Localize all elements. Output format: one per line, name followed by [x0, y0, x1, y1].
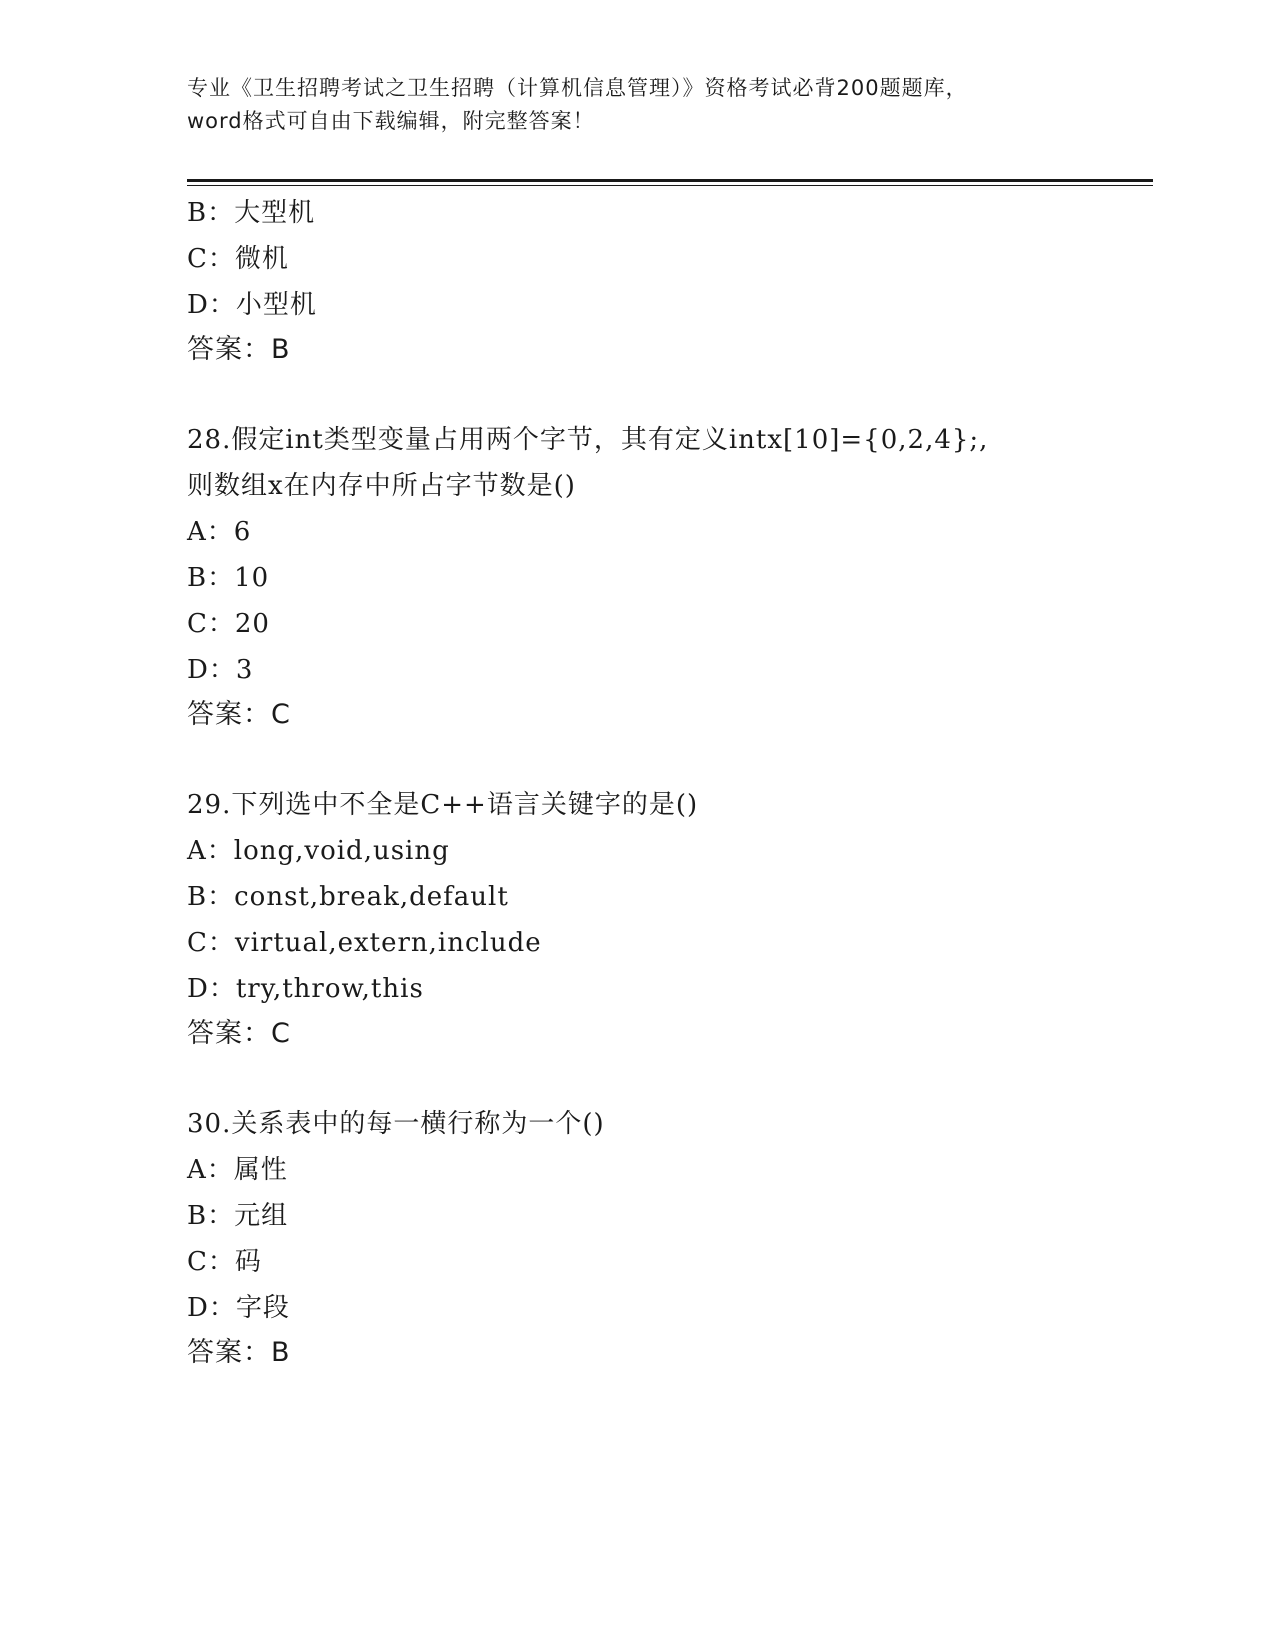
answer-line: 答案：B: [187, 334, 291, 365]
question-28: [187, 417, 1147, 737]
header-line-2: word格式可自由下载编辑，附完整答案！: [187, 109, 595, 133]
option-a: A：long,void,using: [187, 836, 450, 866]
option-a: A：属性: [187, 1155, 288, 1185]
option-d: D：try,throw,this: [187, 974, 424, 1004]
question-30: [187, 1101, 1147, 1375]
option-a: A：6: [187, 517, 252, 547]
option-b: B：10: [187, 563, 270, 593]
option-b: B：大型机: [187, 198, 316, 228]
option-c: C：virtual,extern,include: [187, 928, 542, 958]
answer-line: 答案：B: [187, 1337, 291, 1368]
answer-line: 答案：C: [187, 1018, 291, 1049]
option-d: D：字段: [187, 1293, 290, 1323]
question-stem: 则数组x在内存中所占字节数是(): [187, 471, 576, 501]
answer-line: 答案：C: [187, 699, 291, 730]
question-stem: 30.关系表中的每一横行称为一个(): [187, 1109, 605, 1139]
header-line-1: 专业《卫生招聘考试之卫生招聘（计算机信息管理）》资格考试必背200题题库，: [187, 76, 968, 100]
question-27-continued: [187, 190, 1147, 372]
header-divider-thin: [187, 185, 1153, 186]
question-stem: 29.下列选中不全是C++语言关键字的是(): [187, 790, 699, 820]
option-b: B：元组: [187, 1201, 289, 1231]
option-c: C：20: [187, 609, 270, 639]
option-d: D：小型机: [187, 290, 317, 320]
option-c: C：码: [187, 1247, 262, 1277]
option-c: C：微机: [187, 244, 289, 274]
question-stem: 28.假定int类型变量占用两个字节，其有定义intx[10]={0,2,4};,: [187, 425, 989, 455]
document-header: [187, 72, 1147, 138]
question-29: [187, 782, 1147, 1056]
option-b: B：const,break,default: [187, 882, 509, 912]
header-divider-thick: [187, 179, 1153, 182]
question-list: [187, 190, 1147, 1375]
option-d: D：3: [187, 655, 254, 685]
